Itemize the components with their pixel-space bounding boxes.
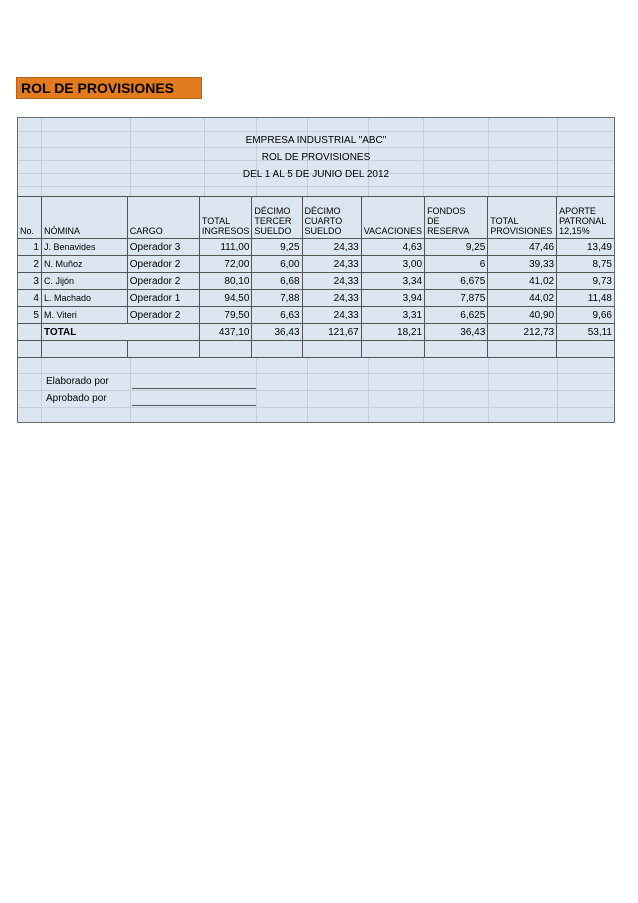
cell-cargo: Operador 2: [127, 273, 199, 290]
cell-vacaciones: 3,94: [361, 290, 424, 307]
cell-cuarto: 24,33: [302, 273, 361, 290]
cell-total: 40,90: [488, 307, 557, 324]
elaborado-signature-line: [132, 388, 256, 389]
cell-ingresos: 94,50: [199, 290, 252, 307]
col-header-aporte-patronal: APORTE PATRONAL 12,15%: [557, 197, 614, 239]
spacer-row: [18, 341, 614, 358]
cell-vacaciones: 3,00: [361, 256, 424, 273]
cell-ingresos: 80,10: [199, 273, 252, 290]
provisions-table: [18, 196, 614, 358]
cell-nomina: M. Viteri: [41, 307, 127, 324]
col-header-fondos-reserva: FONDOS DE RESERVA: [425, 197, 488, 239]
cell-aporte: 13,49: [557, 239, 614, 256]
cell-ingresos: 79,50: [199, 307, 252, 324]
cell-total: 39,33: [488, 256, 557, 273]
cell-fondos: 7,875: [425, 290, 488, 307]
col-header-vacaciones: VACACIONES: [361, 197, 424, 239]
col-header-total-provisiones: TOTAL PROVISIONES: [488, 197, 557, 239]
col-header-cargo: CARGO: [127, 197, 199, 239]
table-row: [18, 256, 614, 273]
col-header-decimo-cuarto: DÉCIMO CUARTO SUELDO: [302, 197, 361, 239]
total-fondos: 36,43: [425, 324, 488, 341]
report-title: ROL DE PROVISIONES: [261, 152, 371, 163]
total-aporte: 53,11: [557, 324, 614, 341]
cell-no: 1: [18, 239, 41, 256]
cell-vacaciones: 3,31: [361, 307, 424, 324]
cell-cargo: Operador 2: [127, 307, 199, 324]
cell-tercer: 9,25: [252, 239, 302, 256]
cell-cuarto: 24,33: [302, 307, 361, 324]
total-vacaciones: 18,21: [361, 324, 424, 341]
cell-ingresos: 111,00: [199, 239, 252, 256]
total-provisiones: 212,73: [488, 324, 557, 341]
page-title: ROL DE PROVISIONES: [16, 77, 202, 99]
aprobado-label: Aprobado por: [46, 393, 107, 404]
cell-ingresos: 72,00: [199, 256, 252, 273]
col-header-nomina: NÓMINA: [41, 197, 127, 239]
cell-tercer: 6,00: [252, 256, 302, 273]
cell-total: 47,46: [488, 239, 557, 256]
cell-total: 44,02: [488, 290, 557, 307]
cell-nomina: J. Benavides: [41, 239, 127, 256]
cell-no: 2: [18, 256, 41, 273]
cell-nomina: L. Machado: [41, 290, 127, 307]
company-name: EMPRESA INDUSTRIAL "ABC": [245, 135, 387, 146]
table-header-row: [18, 197, 614, 239]
totals-row: [18, 324, 614, 341]
cell-no: 4: [18, 290, 41, 307]
col-header-no: No.: [18, 197, 41, 239]
spreadsheet-area: [17, 117, 615, 423]
cell-aporte: 11,48: [557, 290, 614, 307]
table-row: [18, 239, 614, 256]
total-tercer: 36,43: [252, 324, 302, 341]
cell-cuarto: 24,33: [302, 256, 361, 273]
cell-tercer: 6,63: [252, 307, 302, 324]
cell-nomina: C. Jijón: [41, 273, 127, 290]
cell-tercer: 7,88: [252, 290, 302, 307]
totals-label: TOTAL: [41, 324, 199, 341]
cell-cuarto: 24,33: [302, 290, 361, 307]
cell-aporte: 9,73: [557, 273, 614, 290]
cell-nomina: N. Muñoz: [41, 256, 127, 273]
col-header-decimo-tercer: DÉCIMO TERCER SUELDO: [252, 197, 302, 239]
total-cuarto: 121,67: [302, 324, 361, 341]
cell-no: 5: [18, 307, 41, 324]
cell-cargo: Operador 2: [127, 256, 199, 273]
cell-fondos: 6: [425, 256, 488, 273]
cell-fondos: 9,25: [425, 239, 488, 256]
cell-cargo: Operador 3: [127, 239, 199, 256]
total-ingresos: 437,10: [199, 324, 252, 341]
elaborado-label: Elaborado por: [46, 376, 109, 387]
cell-cuarto: 24,33: [302, 239, 361, 256]
cell-tercer: 6,68: [252, 273, 302, 290]
col-header-total-ingresos: TOTAL INGRESOS: [199, 197, 252, 239]
cell-aporte: 8,75: [557, 256, 614, 273]
cell-no: 3: [18, 273, 41, 290]
cell-fondos: 6,675: [425, 273, 488, 290]
cell-total: 41,02: [488, 273, 557, 290]
cell-cargo: Operador 1: [127, 290, 199, 307]
cell-vacaciones: 4,63: [361, 239, 424, 256]
cell-vacaciones: 3,34: [361, 273, 424, 290]
cell-fondos: 6,625: [425, 307, 488, 324]
report-period: DEL 1 AL 5 DE JUNIO DEL 2012: [242, 169, 390, 180]
aprobado-signature-line: [132, 405, 256, 406]
table-row: [18, 307, 614, 324]
table-row: [18, 290, 614, 307]
table-row: [18, 273, 614, 290]
cell-aporte: 9,66: [557, 307, 614, 324]
